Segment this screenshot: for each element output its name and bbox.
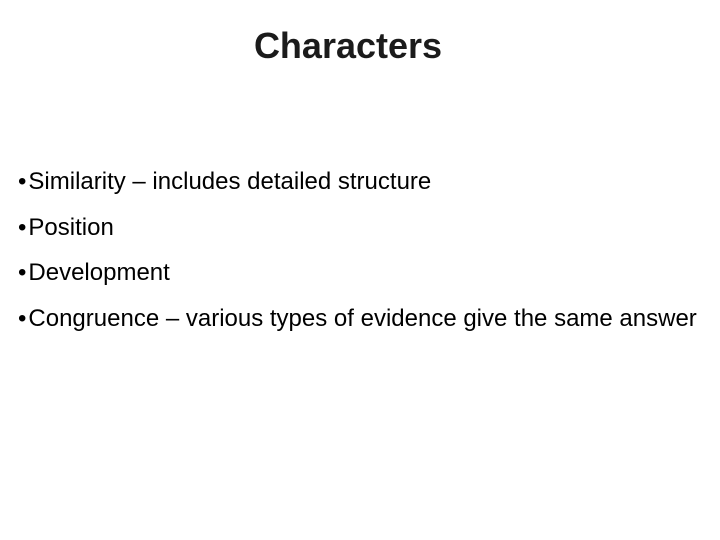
slide-title: Characters [253, 25, 443, 66]
bullet-item-congruence [18, 296, 708, 342]
bullet-text: Congruence – various types of evidence give the same answer [28, 304, 697, 332]
bullet-list [18, 159, 708, 341]
bullet-marker: • [18, 168, 27, 195]
bullet-marker: • [18, 304, 27, 332]
bullet-text: Development [28, 259, 170, 286]
bullet-item-development [18, 250, 708, 296]
bullet-item-similarity [18, 159, 708, 205]
bullet-marker: • [18, 213, 27, 241]
bullet-text: Similarity – includes detailed structure [28, 168, 432, 195]
bullet-item-position [18, 205, 708, 251]
bullet-marker: • [18, 259, 27, 286]
bullet-text: Position [28, 213, 114, 241]
